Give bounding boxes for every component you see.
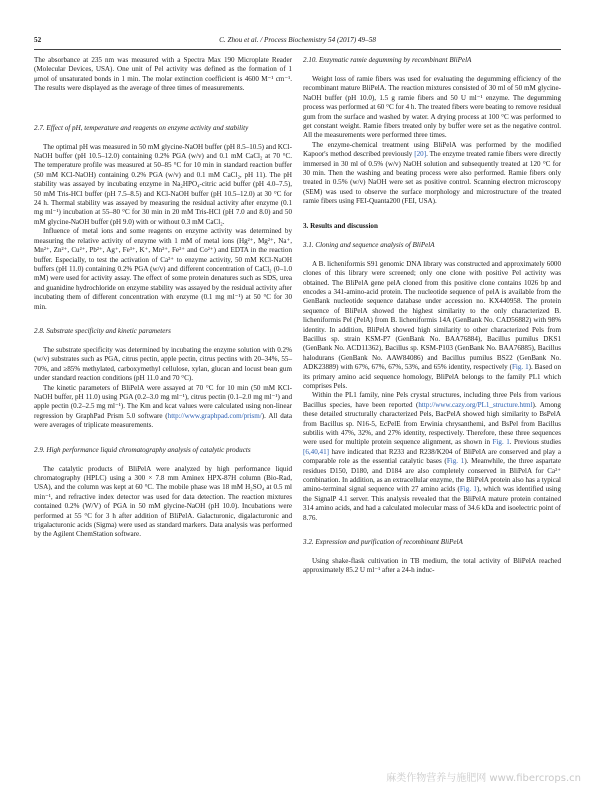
running-head: C. Zhou et al. / Process Biochemistry 54 (2017) 49–58 — [219, 36, 376, 44]
section-heading: 3. Results and discussion — [303, 221, 378, 230]
figure-link[interactable]: Fig. 1 — [459, 485, 477, 494]
paragraph: Using shake-flask cultivation in TB medium, the total activity of BliPelA reached approximately 85.2 U ml⁻¹ after a 24-h induc- — [303, 557, 561, 575]
figure-link[interactable]: Fig. 1 — [492, 438, 510, 447]
reference-link[interactable]: [6,40,41] — [303, 447, 330, 456]
section-heading: 3.2. Expression and purification of recombinant BliPelA — [303, 538, 463, 547]
paragraph: The optimal pH was measured in 50 mM glycine-NaOH buffer (pH 8.5–10.5) and KCl-NaOH buffer (pH 10.5–12.0) containing 0.2% PGA (w/v) and 0.1 mM CaCl₂ at 70 °C. The temperature profile was measured at 50–85 °C for 10 min in standard reaction buffer (50 mM KCl-NaOH) containing 0.2% PGA (w/v) and 0.1 mM CaCl₂, pH 11). The pH stability was assayed by incubating enzyme in Na₂HPO₄-citric acid buffer (pH 4.0–7.5), 50 mM Tris-HCl buffer (pH 7.5–8.5) and KCl-NaOH buffer (pH 10.5–12.0) at 30 °C for 24 h. Thermal stability was assayed by measuring the residual activity after enzyme (0.1 mg ml⁻¹) incubation at 55–80 °C for 30 min in 20 mM Tris-HCl (pH 7.0 and 8.0) and 50 mM glycine-NaOH buffer (pH 9.0) with or without 0.3 mM CaCl₂. — [34, 142, 292, 226]
section-heading: 2.10. Enzymatic ramie degumming by recombinant BliPelA — [303, 56, 472, 64]
left-column — [34, 56, 292, 540]
paragraph: The catalytic products of BliPelA were analyzed by high performance liquid chromatography (HPLC) using a 300 × 7.8 mm Aminex HPX-87H column (Bio-Rad, USA), and the column was kept at 60 °C. The mobile phase was 18 mM H₂SO₄ at 0.5 ml min⁻¹, and refractive index detector was used for data detection. The reaction mixtures contained 0.2% (W/V) of PGA in 50 mM glycine-NaOH (pH 10.0). Incubations were performed at 55 °C for 3 h after addition of BliPelA. Galacturonic, digalacturonic and trigalacturonic acids (Sigma) were used as standard markers. Data analysis was performed by the Agilent ChemStation software. — [34, 464, 292, 539]
paragraph: The kinetic parameters of BliPelA were assayed at 70 °C for 10 min (50 mM KCl-NaOH buffer, pH 11.0) using PGA (0.2–3.0 mg ml⁻¹), citrus pectin (0.1–2.0 mg ml⁻¹) and apple pectin (0.2–2.5 mg ml⁻¹). The Km and kcat values were calculated using non-linear regression by GraphPad Prism 5.0 software (http://www.graphpad.com/prism/). All data were averages of triplicate measurements. — [34, 383, 293, 430]
page-number: 52 — [34, 36, 42, 44]
graphpad-link[interactable]: http://www.graphpad.com/prism/ — [167, 411, 262, 420]
reference-link[interactable]: [20] — [414, 150, 427, 159]
paragraph: Influence of metal ions and some reagents on enzyme activity was determined by measuring the relative activity of enzyme with 1 mM of metal ions (Hg²⁺, Mg²⁺, Na⁺, Mn²⁺, Zn²⁺, Cu²⁺, Pb²⁺, Ag⁺, Fe³⁺, K⁺, Mn²⁺, Fe²⁺ and Co²⁺) and EDTA in the reaction buffer. Especially, to test the activation of Ca²⁺ to enzyme activity, 50 mM KCl-NaOH buffers (pH 11.0) containing 0.2% PGA (w/v) and different concentration of CaCl₂ (0–1.0 mM) were used for activity assay. The effect of some protein denatures such as SDS, urea and guanidine hydrochloride on enzyme stability was assayed by the residual activity after incubating them of different concentration with enzyme (0.1 mg ml⁻¹) at 50 °C for 30 min. — [34, 227, 292, 311]
paragraph: The enzyme-chemical treatment using BliPelA was performed by the modified Kapoor's method described previously [20]. The enzyme treated ramie fibers were directly immersed in 30 ml of 0.5% (w/v) NaOH solution and subsequently treated at 120 °C for 30 min. Then the washing and beating process were also performed. Ramie fibers only treated in 0.5% (w/v) NaOH were set as positive control. Scanning electron microscopy (SEM) was used to observe the surface morphology and microstructure of the treated ramie fibers using FEI-Quanta200 (FEI, USA). — [303, 140, 561, 206]
section-heading: 2.9. High performance liquid chromatography analysis of catalytic products — [34, 445, 251, 454]
paragraph: The absorbance at 235 nm was measured with a Spectra Max 190 Microplate Reader (Molecular Devices, USA). One unit of Pel activity was defined as the formation of 1 μmol of unsaturated bonds in 1 min. The molar extinction coefficient is 4600 M⁻¹ cm⁻¹. The results were displayed as the average of three times of measurements. — [34, 56, 292, 93]
right-column — [303, 56, 561, 576]
paragraph: Weight loss of ramie fibers was used for evaluating the degumming efficiency of the recombinant mature BliPelA. The reaction mixtures consisted of 30 ml of 50 mM glycine-NaOH buffer (pH 10.0), 1.5 g ramie fibers and 50 U ml⁻¹ enzyme. The degumming process was performed at 60 °C for 4 h. The treated fibers were beating to remove residual gum from the surface and washed by water. A drying process at 100 °C was performed to get constant weight. Ramie fibers treated only by buffer were set as the negative control. All the measurements were performed three times. — [303, 75, 561, 140]
paragraph: The substrate specificity was determined by incubating the enzyme solution with 0.2% (w/v) substrates such as PGA, citrus pectin, apple pectin, citrus pectins with 20–34%, 55–70%, and ≥85% methylated, carboxymethyl cellulose, xylan, glucan and locust bean gum under standard reaction conditions (pH 11.0 and 70 °C). — [34, 345, 292, 383]
cazy-link[interactable]: http://www.cazy.org/PL1_structure.html — [418, 400, 533, 409]
page-header — [34, 36, 561, 48]
section-heading: 3.1. Cloning and sequence analysis of BliPelA — [303, 240, 435, 249]
figure-link[interactable]: Fig. 1 — [446, 457, 465, 466]
watermark: 麻类作物营养与施肥网 www.fibercrops.cn — [386, 773, 581, 784]
paragraph: A B. licheniformis S91 genomic DNA library was constructed and approximately 6000 clones of this library were screened; only one clone with positive Pel activity was obtained. The BliPelA gene pelA cloned from this positive clone contains 1026 bp and encodes a 341-amino-acid protein. The nucleotide sequence of pelA is available from the GenBank nucleotide sequence database under accession no. KX440958. The protein sequence of BliPelA showed the highest similarity to the only characterized B. licheniformis Pel (PelA) from B. licheniformis 14A (GenBank No. CAD56882) with 98% identity. In addition, BliPelA showed high similarity to other characterized Pels from Bacillus sp. strain KSM-P7 (GenBank No. BAA76884), Bacillus pumilus DKS1 (GenBank No. ACD11362), Bacillus sp. KSM-P103 (GenBank No. BAA76885), Bacillus halodurans (GenBank No. AAW84086) and Bacillus pumilus BS22 (GenBank No. ADK23889) with 67%, 67%, 67%, 53%, and 65% identity, respectively (Fig. 1). Based on its primary amino acid sequence homology, BliPelA belongs to the family PL1 which comprises Pels. — [303, 259, 562, 390]
section-heading: 2.8. Substrate specificity and kinetic parameters — [34, 326, 171, 335]
header-rule — [34, 49, 561, 50]
paragraph: Within the PL1 family, nine Pels crystal structures, including three Pels from various Bacillus species, have been reported (http://www.cazy.org/PL1_structure.html). Among these detailed structurally characterized Pels, BacPelA showed high similarity to BsPelA from Bacillus sp. N16-5, EcPelE from Erwinia chrysanthemi, and BsPel from Bacillus subtilis with 47%, 32%, and 27% identity, respectively. Therefore, these three sequences were used for multiple protein sequence alignment, as shown in Fig. 1. Previous studies [6,40,41] have indicated that R233 and R238/K204 of BliPelA are conserved and play a comparable role as the essential catalytic bases (Fig. 1). Meanwhile, the three aspartate residues D150, D180, and D184 are also completely conserved in BliPelA for Ca²⁺ combination. In addition, as an extracellular enzyme, the BliPelA protein also has a typical amino-terminal signal sequence with 27 amino acids (Fig. 1), which was identified using the SignalP 4.1 server. This analysis revealed that the BliPelA mature protein contained 314 amino acids, and had a calculated molecular mass of 34.6 kDa and isoelectric point of 8.76. — [303, 391, 561, 522]
figure-link[interactable]: Fig. 1 — [511, 363, 529, 372]
section-heading: 2.7. Effect of pH, temperature and reagents on enzyme activity and stability — [34, 123, 249, 132]
